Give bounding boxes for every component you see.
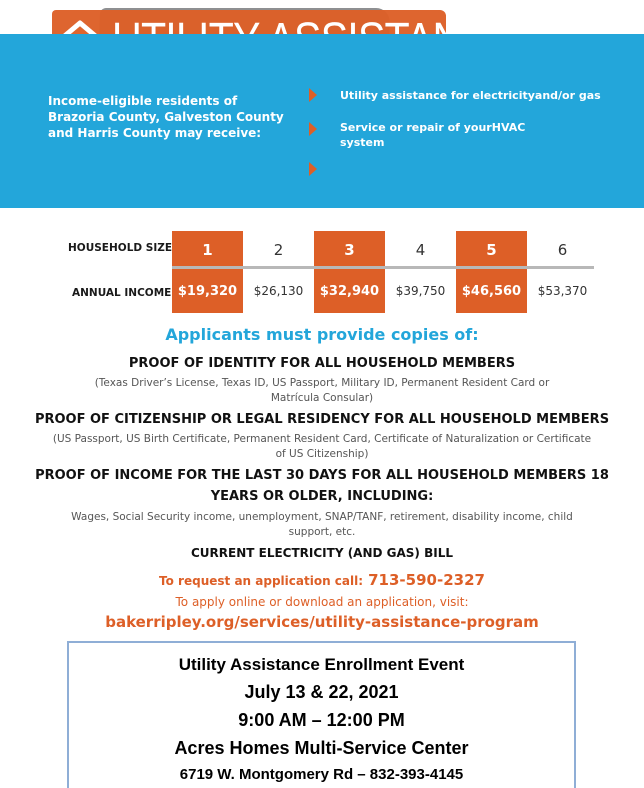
intro-line: Income-eligible residents of [48,94,238,108]
event-address: 6719 W. Montgomery Rd – 832-393-4145 [179,766,464,783]
identity-requirement: PROOF OF IDENTITY FOR ALL HOUSEHOLD MEMBERS [128,356,516,371]
online-label: To apply online or download an application, visit: [175,595,469,609]
annual-income-cell: $46,560 [461,284,522,299]
household-size-cell: 5 [486,241,497,259]
citizenship-note: (US Passport, US Birth Certificate, Permanent Resident Card, Certificate of Naturalization or Certificate of US Citizenship) [52,433,592,460]
website-link[interactable]: bakerripley.org/services/utility-assistance-program [105,613,539,631]
annual-income-label: ANNUAL INCOME [72,287,172,299]
arrow-right-icon [309,122,317,136]
benefit-item: Utility assistance for electricityand/or gas [340,89,601,102]
household-size-cell: 6 [557,241,568,259]
eligibility-intro [48,93,298,141]
annual-income-cell: $53,370 [537,284,588,298]
benefit-item: Service or repair of yourHVAC system [340,121,526,149]
bill-requirement: CURRENT ELECTRICITY (AND GAS) BILL [191,546,453,560]
arrow-right-icon [309,162,317,176]
annual-income-cell: $32,940 [319,284,380,299]
income-note: Wages, Social Security income, unemployment, SNAP/TANF, retirement, disability income, child support, etc. [71,511,573,538]
income-requirement-cont: YEARS OR OLDER, INCLUDING: [210,489,434,504]
household-size-cell: 4 [415,241,426,259]
event-time: 9:00 AM – 12:00 PM [238,710,405,730]
phone-line [0,570,644,589]
call-label: To request an application call: [159,574,364,588]
identity-note: (Texas Driver’s License, Texas ID, US Passport, Military ID, Permanent Resident Card or Matrícula Consular) [94,377,550,404]
intro-line: and Harris County may receive: [48,126,262,140]
household-size-cell: 1 [202,241,213,259]
household-size-cell: 3 [344,241,355,259]
household-size-cell: 2 [273,241,284,259]
enrollment-event-box [67,641,576,788]
event-title: Utility Assistance Enrollment Event [178,655,465,674]
annual-income-cell: $26,130 [253,284,304,298]
annual-income-cell: $19,320 [177,284,238,299]
requirements-heading: Applicants must provide copies of: [165,325,479,344]
event-venue: Acres Homes Multi-Service Center [174,738,469,758]
info-banner [0,34,644,208]
phone-link[interactable]: 713-590-2327 [368,571,485,589]
household-size-label: HOUSEHOLD SIZE [68,242,173,254]
event-dates: July 13 & 22, 2021 [244,682,399,702]
income-table [0,230,644,318]
income-requirement: PROOF OF INCOME FOR THE LAST 30 DAYS FOR ALL HOUSEHOLD MEMBERS 18 [35,468,609,483]
citizenship-requirement: PROOF OF CITIZENSHIP OR LEGAL RESIDENCY FOR ALL HOUSEHOLD MEMBERS [34,412,610,427]
arrow-right-icon [309,88,317,102]
table-divider [172,266,594,269]
intro-line: Brazoria County, Galveston County [48,110,284,124]
annual-income-cell: $39,750 [395,284,446,298]
